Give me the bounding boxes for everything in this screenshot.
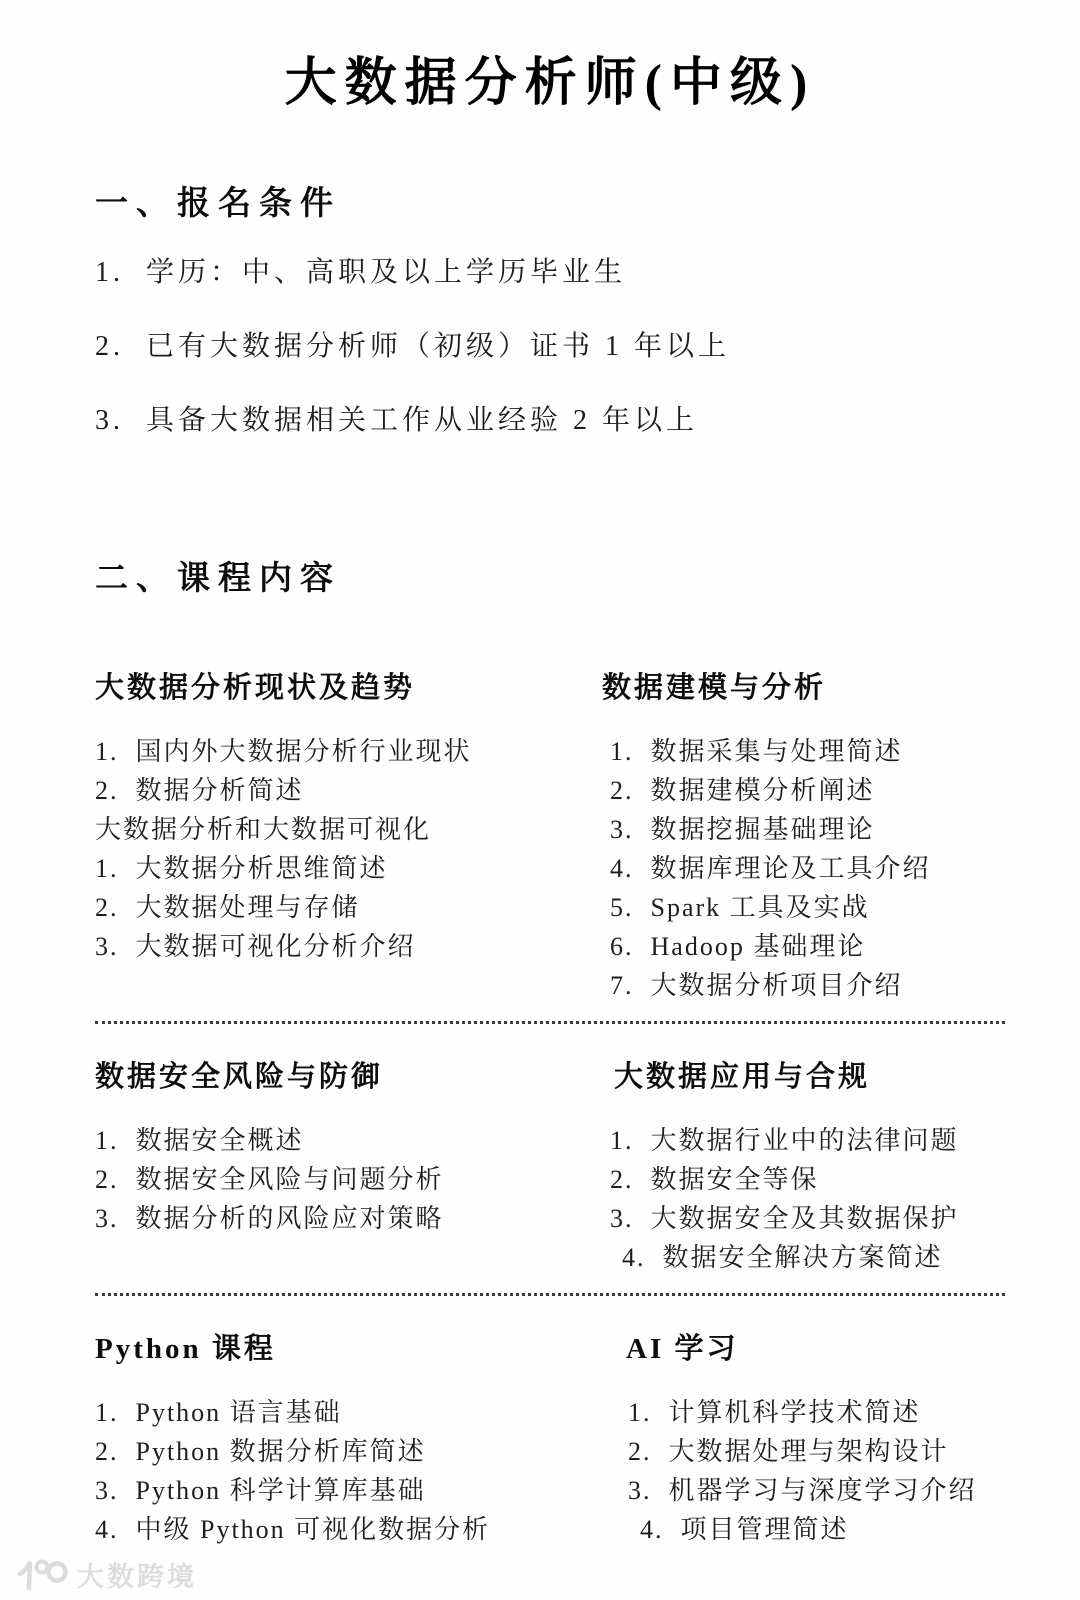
course-item: 2. 大数据处理与架构设计	[628, 1437, 949, 1466]
course-item: 1. 数据安全概述	[95, 1126, 304, 1155]
registration-item: 2. 已有大数据分析师（初级）证书 1 年以上	[95, 331, 731, 362]
course-item: 1. 数据采集与处理简述	[610, 737, 903, 766]
course-item: 2. Python 数据分析库简述	[95, 1437, 426, 1466]
course-item: 7. 大数据分析项目介绍	[610, 971, 903, 1000]
course-block-python	[95, 1326, 600, 1549]
course-item: 4. 数据安全解决方案简述	[622, 1243, 943, 1272]
course-block-security	[95, 1054, 600, 1277]
registration-section	[95, 177, 1005, 436]
course-item-list	[95, 732, 600, 966]
course-item: 1. 国内外大数据分析行业现状	[95, 737, 472, 766]
course-item: 1. 大数据分析思维简述	[95, 854, 388, 883]
course-block-heading: 数据建模与分析	[602, 672, 827, 704]
course-block-heading: 大数据应用与合规	[614, 1061, 871, 1093]
course-block-trends	[95, 665, 600, 1005]
watermark-text: 大数跨境	[77, 1562, 197, 1592]
course-item: 2. 大数据处理与存储	[95, 893, 360, 922]
watermark	[14, 1555, 197, 1594]
course-item: 5. Spark 工具及实战	[610, 893, 870, 922]
course-item: 3. 数据挖掘基础理论	[610, 815, 875, 844]
course-item: 1. Python 语言基础	[95, 1398, 342, 1427]
course-item: 1. 大数据行业中的法律问题	[610, 1126, 959, 1155]
course-item: 4. 数据库理论及工具介绍	[610, 854, 931, 883]
registration-item: 1. 学历：中、高职及以上学历毕业生	[95, 257, 627, 288]
course-block-heading: 数据安全风险与防御	[95, 1061, 384, 1093]
course-item: 4. 中级 Python 可视化数据分析	[95, 1515, 491, 1544]
course-item: 2. 数据安全风险与问题分析	[95, 1165, 444, 1194]
brand-100-logo-icon	[14, 1556, 70, 1594]
dotted-divider	[95, 1293, 1005, 1296]
course-block-heading: Python 课程	[95, 1333, 276, 1365]
course-block-ai	[600, 1326, 1005, 1549]
course-item: 3. 机器学习与深度学习介绍	[628, 1476, 977, 1505]
course-item: 3. Python 科学计算库基础	[95, 1476, 426, 1505]
course-item-list	[610, 1121, 1005, 1277]
course-item: 大数据分析和大数据可视化	[95, 815, 432, 844]
course-item: 2. 数据建模分析阐述	[610, 776, 875, 805]
dotted-divider	[95, 1021, 1005, 1024]
course-item: 4. 项目管理简述	[640, 1515, 849, 1544]
registration-item: 3. 具备大数据相关工作从业经验 2 年以上	[95, 405, 699, 436]
course-item: 3. 大数据安全及其数据保护	[610, 1204, 959, 1233]
course-section	[95, 552, 1005, 1549]
page-title: 大数据分析师(中级)	[284, 55, 816, 112]
course-block-heading: AI 学习	[626, 1333, 739, 1365]
course-block-heading: 大数据分析现状及趋势	[95, 672, 416, 704]
registration-heading: 一、报名条件	[95, 186, 341, 222]
course-item: 2. 数据分析简述	[95, 776, 304, 805]
course-item: 2. 数据安全等保	[610, 1165, 819, 1194]
course-item: 1. 计算机科学技术简述	[628, 1398, 921, 1427]
course-item: 6. Hadoop 基础理论	[610, 932, 866, 961]
course-heading: 二、课程内容	[95, 561, 341, 597]
course-item: 3. 数据分析的风险应对策略	[95, 1204, 444, 1233]
course-item: 3. 大数据可视化分析介绍	[95, 932, 416, 961]
course-item-list	[628, 1393, 1005, 1549]
course-item-list	[95, 1393, 600, 1549]
course-block-compliance	[600, 1054, 1005, 1277]
course-row-2	[95, 1054, 1005, 1277]
course-row-1	[95, 665, 1005, 1005]
course-item-list	[95, 1121, 600, 1238]
course-row-3	[95, 1326, 1005, 1549]
course-block-modeling	[600, 665, 1005, 1005]
course-item-list	[610, 732, 1005, 1005]
